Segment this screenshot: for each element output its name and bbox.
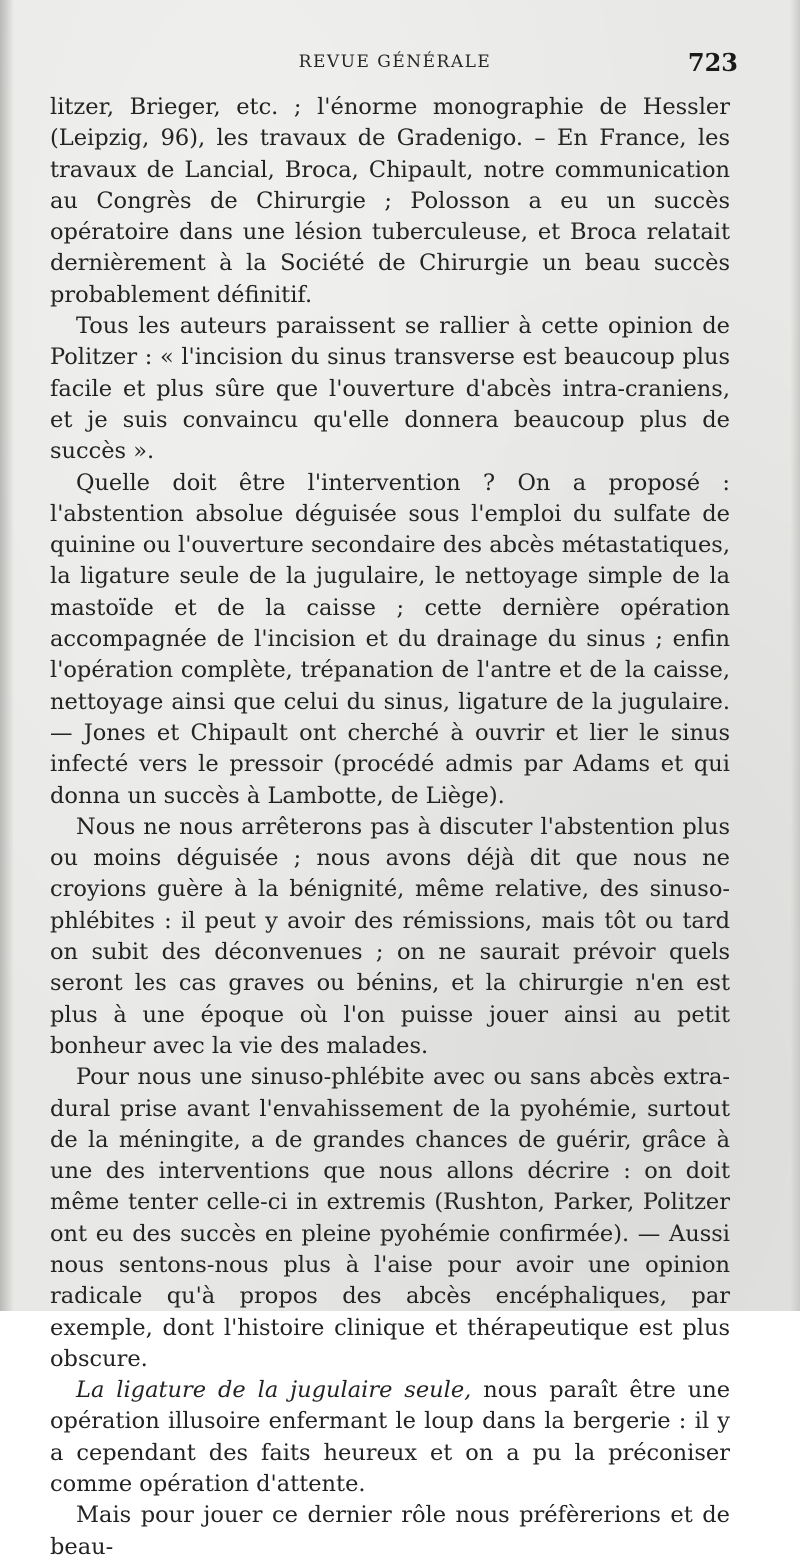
page-binding-shadow (0, 0, 14, 1311)
page-number: 723 (687, 48, 738, 77)
body-text (50, 92, 730, 1563)
running-title: REVUE GÉNÉRALE (298, 52, 492, 72)
paragraph-1: litzer, Brieger, etc. ; l'énorme monographie de Hessler (Leipzig, 96), les travaux de Gradenigo. – En France, les travaux de Lancial, Broca, Chipault, notre communication au Congrès de Chirurgie ; Polosson a eu un succès opératoire dans une lésion tuberculeuse, et Broca relatait dernièrement à la Société de Chirurgie un beau succès probablement définitif. (50, 94, 730, 308)
paragraph-5: Pour nous une sinuso-phlébite avec ou sans abcès extra-dural prise avant l'envahissement de la pyohémie, surtout de la méningite, a de grandes chances de guérir, grâce à une des interventions que nous allons décrire : on doit même tenter celle-ci in extremis (Rushton, Parker, Politzer ont eu des succès en pleine pyohémie confirmée). — Aussi nous sentons-nous plus à l'aise pour avoir une opinion radicale qu'à propos des abcès encéphaliques, par exemple, dont l'histoire clinique et thérapeutique est plus obscure. (50, 1064, 730, 1372)
italic-lead-phrase: La ligature de la jugulaire seule, (76, 1377, 472, 1404)
running-header (50, 46, 740, 80)
paragraph-4: Nous ne nous arrêterons pas à discuter l'abstention plus ou moins déguisée ; nous avons déjà dit que nous ne croyions guère à la bénignité, même relative, des sinuso-phlébites : il peut y avoir des rémissions, mais tôt ou tard on subit des déconvenues ; on ne saurait prévoir quels seront les cas graves ou bénins, et la chirurgie n'en est plus à une époque où l'on puisse jouer ainsi au petit bonheur avec la vie des malades. (50, 813, 730, 1059)
page-edge-shadow (790, 0, 800, 1311)
paragraph-6 (50, 1375, 730, 1500)
paragraph-3: Quelle doit être l'intervention ? On a proposé : l'abstention absolue déguisée sous l'emploi du sulfate de quinine ou l'ouverture secondaire des abcès métastatiques, la ligature seule de la jugulaire, le nettoyage simple de la mastoïde et de la caisse ; cette dernière opération accompagnée de l'incision et du drainage du sinus ; enfin l'opération complète, trépanation de l'antre et de la caisse, nettoyage ainsi que celui du sinus, ligature de la jugulaire. — Jones et Chipault ont cherché à ouvrir et lier le sinus infecté vers le pressoir (procédé admis par Adams et qui donna un succès à Lambotte, de Liège). (50, 469, 730, 809)
paragraph-7: Mais pour jouer ce dernier rôle nous préfèrerions et de beau- (50, 1502, 730, 1560)
paragraph-2: Tous les auteurs paraissent se rallier à cette opinion de Politzer : « l'incision du sinus transverse est beaucoup plus facile et plus sûre que l'ouverture d'abcès intra-craniens, et je suis convaincu qu'elle donnera beaucoup plus de succès ». (50, 313, 730, 465)
paragraph-6-text: nous paraît être une opération illusoire enfermant le loup dans la bergerie : il y a cependant des faits heureux et on a pu la préconiser comme opération d'attente. (50, 1377, 731, 1498)
